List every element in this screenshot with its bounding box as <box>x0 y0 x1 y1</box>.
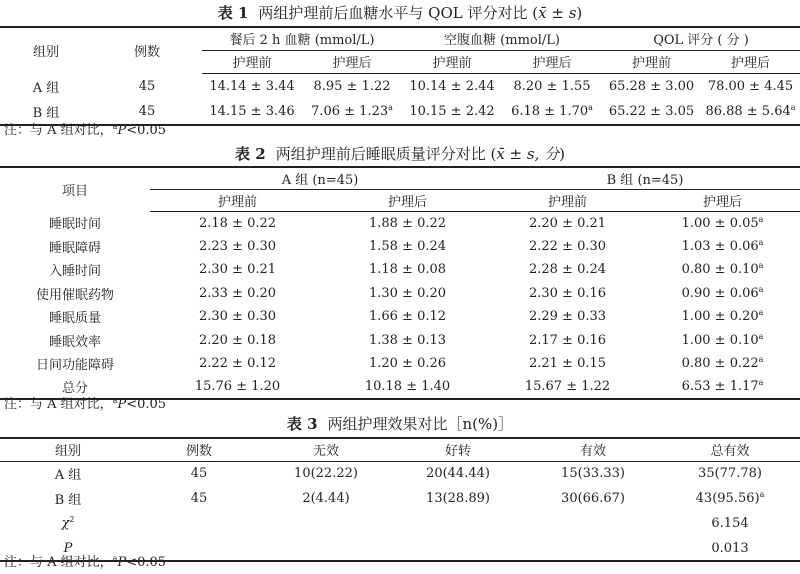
table3-header-improved: 好转 <box>390 438 526 461</box>
table-row <box>0 211 800 235</box>
table2-subheader: 护理前 <box>490 189 645 211</box>
table2-cell: 1.03 ± 0.06$^a$ <box>681 237 764 254</box>
table2-cell-item: 使用催眠药物 <box>35 287 114 303</box>
table-row <box>0 511 800 536</box>
table3-cell: 13(28.89) <box>426 491 490 506</box>
table-row <box>0 329 800 353</box>
table2-cell: 1.00 ± 0.20$^a$ <box>681 308 764 325</box>
table3-cell-group: A 组 <box>54 468 82 484</box>
table3-caption <box>0 414 800 434</box>
table3-cell: 0.013 <box>660 536 800 561</box>
table3-caption-text: 两组护理效果对比［n(%)］ <box>327 415 514 433</box>
table2-cell: 1.20 ± 0.26 <box>368 356 447 372</box>
table3-cell: $43(95.56)^a$ <box>695 490 765 506</box>
table1-cell-group: B 组 <box>0 99 92 125</box>
table3-cell-group: B 组 <box>54 493 82 508</box>
table-row <box>0 235 800 259</box>
table1-cell: 8.20 ± 1.55 <box>513 78 591 94</box>
table1-cell-group: A 组 <box>32 80 60 96</box>
table1-subheader: 护理后 <box>701 50 800 73</box>
table3-header-invalid: 无效 <box>262 438 390 461</box>
table2-cell: 1.18 ± 0.08 <box>368 262 447 278</box>
table3-cell <box>262 511 390 536</box>
table2-subheader: 护理后 <box>325 189 490 211</box>
table2-cell: 2.28 ± 0.24 <box>528 262 607 278</box>
table1-header-count: 例数 <box>92 27 202 73</box>
table3-header-effective: 有效 <box>526 438 660 461</box>
table3-cell: 10(22.22) <box>294 466 358 482</box>
table3-cell <box>526 511 660 536</box>
table2-cell: 2.22 ± 0.30 <box>528 238 607 254</box>
table2-subheader: 护理前 <box>150 189 325 211</box>
table1-subheader: 护理后 <box>302 50 402 73</box>
table2-cell-item: 睡眠质量 <box>48 311 101 327</box>
table3-header-group: 组别 <box>0 438 136 461</box>
table2-cell: 2.21 ± 0.15 <box>528 356 607 372</box>
table2-cell: 2.17 ± 0.16 <box>528 332 607 348</box>
table2-caption-text: 两组护理前后睡眠质量评分对比 ( <box>275 145 497 163</box>
table1-caption: 表 1 两组护理前后血糖水平与 QOL 评分对比 (x̄ ± s) <box>217 4 583 22</box>
table3-cell <box>136 511 262 536</box>
table3-cell <box>390 511 526 536</box>
table2-cell: 10.18 ± 1.40 <box>325 376 490 400</box>
table2-cell: 2.23 ± 0.30 <box>198 238 277 254</box>
table2 <box>0 166 800 400</box>
table1-caption-label: 表 1 <box>217 4 249 22</box>
table1-caption-text: 两组护理前后血糖水平与 QOL 评分对比 ( <box>258 4 539 22</box>
table2-cell: 1.58 ± 0.24 <box>368 238 447 254</box>
table3-cell: 15(33.33) <box>561 466 625 482</box>
table3-cell: 35(77.78) <box>698 466 762 482</box>
table1-header-fasting: 空腹血糖 (mmol/L) <box>402 27 602 50</box>
table3-cell: 45 <box>190 466 208 482</box>
table1-subheader: 护理前 <box>602 50 701 73</box>
table1-header-qol: QOL 评分 ( 分 ) <box>602 27 800 50</box>
table2-header-group-a: A 组 (n=45) <box>150 167 490 189</box>
table2-subheader: 护理后 <box>645 189 800 211</box>
table1-cell: 8.95 ± 1.22 <box>313 78 391 94</box>
table1-cell: 6.18 ± 1.70$^a$ <box>502 99 602 125</box>
table-row <box>0 461 800 486</box>
table1-cell: 65.28 ± 3.00 <box>608 78 695 94</box>
table2-cell: 2.30 ± 0.16 <box>528 285 607 301</box>
table3 <box>0 437 800 562</box>
table2-note: 注：与 A 组对比，$^a$P<0.05 <box>4 396 167 412</box>
table1-caption-formula: x̄ ± s <box>538 4 577 22</box>
table2-cell: 1.00 ± 0.05$^a$ <box>681 214 764 231</box>
table1-cell: 65.22 ± 3.05 <box>602 99 701 125</box>
table2-cell-item: 日间功能障碍 <box>35 358 114 374</box>
table3-cell: 45 <box>190 491 208 506</box>
table2-cell: 2.33 ± 0.20 <box>198 285 277 301</box>
table1-note: 注：与 A 组对比，$^a$P<0.05 <box>4 122 167 138</box>
table2-cell: 0.80 ± 0.22$^a$ <box>681 355 764 372</box>
table2-caption-label: 表 2 <box>235 145 266 163</box>
table2-header-item: 项目 <box>0 167 150 211</box>
table2-cell-item: 睡眠障碍 <box>48 240 101 256</box>
table2-cell-item: 睡眠时间 <box>48 217 101 233</box>
table2-caption: 表 2 两组护理前后睡眠质量评分对比 (x̄ ± s, 分) <box>235 145 565 163</box>
table3-cell-p-label: P <box>0 536 136 561</box>
table2-cell: 2.29 ± 0.33 <box>528 309 607 325</box>
table2-cell: 1.00 ± 0.10$^a$ <box>681 331 764 348</box>
table2-cell: 1.66 ± 0.12 <box>368 309 447 325</box>
table-row <box>0 282 800 306</box>
table-row <box>0 352 800 376</box>
table-row <box>0 73 800 99</box>
table1-cell: 14.14 ± 3.44 <box>209 78 295 94</box>
table1-cell: 14.15 ± 3.46 <box>202 99 302 125</box>
table3-note: 注：与 A 组对比，$^a$P<0.05 <box>4 554 167 570</box>
table1-cell: 10.14 ± 2.44 <box>409 78 495 94</box>
table2-cell: 2.30 ± 0.21 <box>198 262 277 278</box>
table2-cell: 2.20 ± 0.21 <box>528 215 607 231</box>
table3-cell: 6.154 <box>711 516 749 531</box>
table3-cell <box>526 536 660 561</box>
table2-cell: 2.30 ± 0.30 <box>198 309 277 325</box>
table3-cell: 30(66.67) <box>561 491 625 506</box>
table2-cell: 1.30 ± 0.20 <box>368 285 447 301</box>
table1-cell: 86.88 ± 5.64$^a$ <box>701 99 800 125</box>
table2-cell: 0.90 ± 0.06$^a$ <box>681 284 764 301</box>
table1-cell-count: 45 <box>92 99 202 125</box>
table2-cell: 15.67 ± 1.22 <box>490 376 645 400</box>
table-row <box>0 376 800 400</box>
table1-subheader: 护理前 <box>202 50 302 73</box>
table1-subheader: 护理后 <box>502 50 602 73</box>
table2-cell: 1.38 ± 0.13 <box>368 332 447 348</box>
table1-header-group: 组别 <box>0 27 92 73</box>
table-row <box>0 99 800 125</box>
table1-cell: 7.06 ± 1.23$^a$ <box>302 99 402 125</box>
table2-cell: 6.53 ± 1.17$^a$ <box>645 376 800 400</box>
table3-cell: 20(44.44) <box>426 466 490 482</box>
table2-caption-formula: x̄ ± s, 分 <box>496 145 560 163</box>
table2-cell-item: 睡眠效率 <box>48 334 101 350</box>
table-row <box>0 305 800 329</box>
table3-header-count: 例数 <box>136 438 262 461</box>
table2-cell-item: 入睡时间 <box>48 264 101 280</box>
table3-cell-chi-label: $\chi^2$ <box>61 515 75 531</box>
table3-header-total: 总有效 <box>660 438 800 461</box>
table2-header-group-b: B 组 (n=45) <box>490 167 800 189</box>
table2-cell-item: 总分 <box>0 376 150 400</box>
table-row <box>0 258 800 282</box>
table3-cell <box>390 536 526 561</box>
table-row <box>0 486 800 511</box>
table1-header-postprandial: 餐后 2 h 血糖 (mmol/L) <box>202 27 402 50</box>
table3-caption-label: 表 3 <box>286 415 318 433</box>
table1-cell: 78.00 ± 4.45 <box>707 78 794 94</box>
table2-cell: 2.20 ± 0.18 <box>198 332 277 348</box>
table2-cell: 2.18 ± 0.22 <box>198 215 277 231</box>
table1-cell: 10.15 ± 2.42 <box>402 99 502 125</box>
table1 <box>0 26 800 126</box>
table3-cell: 2(4.44) <box>302 491 350 506</box>
table3-cell <box>262 536 390 561</box>
table1-cell-count: 45 <box>138 78 156 94</box>
table2-cell: 0.80 ± 0.10$^a$ <box>681 261 764 278</box>
table2-cell: 2.22 ± 0.12 <box>198 356 277 372</box>
table2-cell: 15.76 ± 1.20 <box>150 376 325 400</box>
table1-subheader: 护理前 <box>402 50 502 73</box>
table2-cell: 1.88 ± 0.22 <box>368 215 447 231</box>
